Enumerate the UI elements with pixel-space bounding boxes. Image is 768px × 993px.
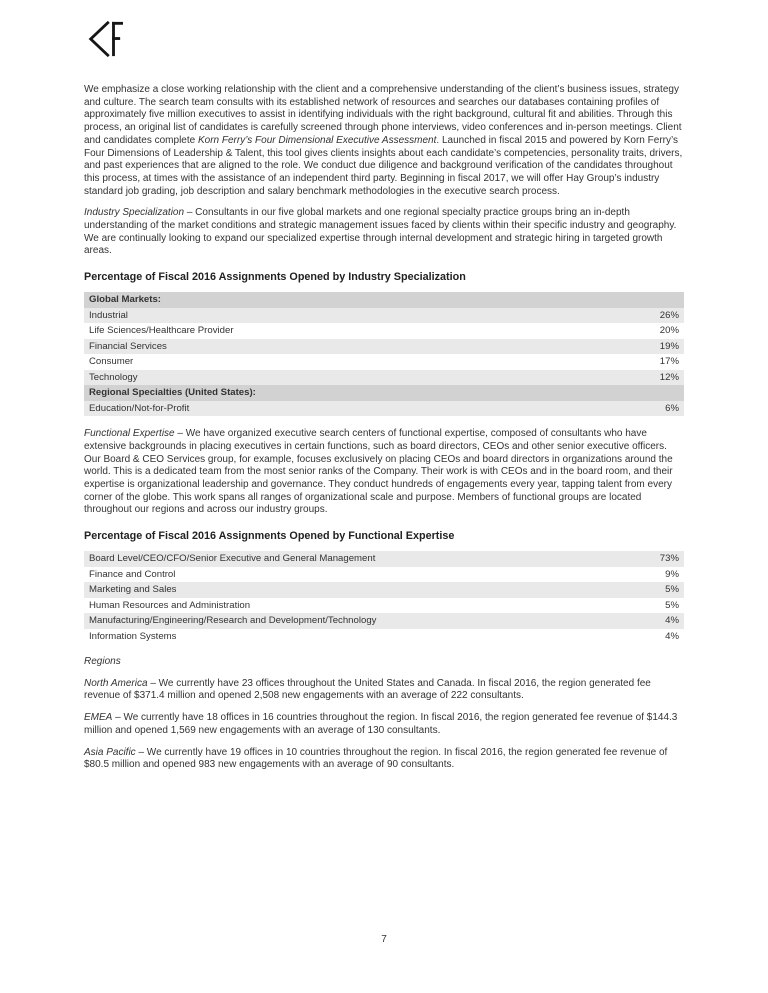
row-value: 4% (665, 630, 679, 642)
row-value: 12% (659, 371, 679, 383)
row-label: Education/Not-for-Profit (89, 402, 190, 414)
industry-specialization-table (84, 292, 684, 416)
functional-expertise-table (84, 551, 684, 644)
korn-ferry-logo-icon (85, 20, 123, 58)
table-section-row (84, 292, 684, 308)
row-label: Global Markets: (89, 294, 161, 306)
row-value: 17% (659, 356, 679, 368)
row-value: 26% (659, 309, 679, 321)
table-section-row (84, 385, 684, 401)
row-value: 5% (665, 599, 679, 611)
paragraph-emea (84, 712, 684, 737)
table-row (84, 308, 684, 324)
table-row (84, 323, 684, 339)
table-row (84, 401, 684, 417)
paragraph-functional-expertise (84, 428, 684, 517)
row-value: 4% (665, 615, 679, 627)
table-row (84, 582, 684, 598)
row-value: 20% (659, 325, 679, 337)
table-row (84, 567, 684, 583)
row-value: 73% (659, 553, 679, 565)
paragraph-text: – We currently have 19 offices in 10 countries throughout the region. In fiscal 2016, the region generated fee revenue of $80.5 million and opened 983 new engagements with an average of 90 consultants. (84, 746, 668, 771)
paragraph-text: – Consultants in our five global markets and one regional specialty practice groups bring an in-depth understanding of the market conditions and strategic management issues faced by clients within their specific industry and geography. We are continually looking to expand our specialized expertise through internal development and strategic hiring in targeted growth areas. (84, 207, 677, 257)
table-row (84, 598, 684, 614)
logo-row (0, 0, 768, 58)
paragraph-north-america (84, 678, 684, 703)
row-label: Information Systems (89, 630, 177, 642)
italic-lead: EMEA (84, 712, 113, 724)
row-label: Manufacturing/Engineering/Research and Development/Technology (89, 615, 377, 627)
italic-lead: Industry Specialization (84, 207, 185, 219)
italic-lead: North America (84, 677, 148, 689)
heading-functional-expertise: Percentage of Fiscal 2016 Assignments Opened by Functional Expertise (84, 530, 455, 543)
row-label: Finance and Control (89, 568, 176, 580)
page-content (84, 84, 684, 772)
paragraph-text: – We currently have 23 offices throughout the United States and Canada. In fiscal 2016, the region generated fee revenue of $371.4 million and opened 2,508 new engagements with an average of 222 consultants. (84, 677, 651, 702)
table-row (84, 613, 684, 629)
paragraph-industry-specialization (84, 207, 684, 258)
row-label: Consumer (89, 356, 134, 368)
row-value: 5% (665, 584, 679, 596)
table-row (84, 354, 684, 370)
row-label: Marketing and Sales (89, 584, 177, 596)
paragraph-text: We emphasize a close working relationship with the client and a comprehensive understanding of the client’s business issues, strategy and culture. The search team consults with its established network of resources and searches our databases containing profiles of approximately five million executives to assist in identifying individuals with the right background, cultural fit and abilities. Through this process, an original list of candidates is carefully screened through phone interviews, video conferences and in-person meetings. Client and candidates complete (84, 84, 682, 146)
table-row (84, 551, 684, 567)
row-label: Technology (89, 371, 138, 383)
paragraph-text: – We have organized executive search centers of functional expertise, composed of consultants who have extensive backgrounds in placing executives in certain functions, such as board directors, CEOs and other senior executive officers. Our Board & CEO Services group, for example, focuses exclusively on placing CEOs and board directors in organizations around the world. This is a dedicated team from the most senior ranks of the Company. Their work is with CEOs and in the board room, and their expertise is organizational leadership and governance. They conduct hundreds of engagements every year, tapping talent from every corner of the globe. This work spans all ranges of organizational scale and purpose. Members of functional groups are located throughout our regions and across our industry groups. (84, 428, 673, 516)
row-value: 9% (665, 568, 679, 580)
paragraph-asia-pacific (84, 747, 684, 772)
table-row (84, 629, 684, 645)
row-label: Financial Services (89, 340, 167, 352)
row-label: Board Level/CEO/CFO/Senior Executive and General Management (89, 553, 376, 565)
page-number: 7 (381, 934, 387, 945)
row-label: Human Resources and Administration (89, 599, 251, 611)
italic-lead: Asia Pacific (84, 746, 136, 758)
row-label: Industrial (89, 309, 128, 321)
regions-subheading: Regions (84, 656, 121, 668)
paragraph-text: . Launched in fiscal 2015 and powered by Korn Ferry’s Four Dimensions of Leadership & Talent, this tool gives clients insights about each candidate’s competencies, personality traits, drivers, and past experiences that are aligned to the role. We conduct due diligence and background verification of the candidates throughout this process, at times with the assistance of an independent third party. Beginning in fiscal 2017, we will offer Hay Group’s industry standard job grading, job description and salary benchmark methodologies in the executive search process. (84, 134, 683, 197)
paragraph-text: – We currently have 18 offices in 16 countries throughout the region. In fiscal 2016, the region generated fee revenue of $144.3 million and opened 1,569 new engagements with an average of 130 consultants. (84, 712, 678, 736)
heading-industry-specialization: Percentage of Fiscal 2016 Assignments Opened by Industry Specialization (84, 271, 466, 284)
table-row (84, 370, 684, 386)
italic-assessment-name: Korn Ferry’s Four Dimensional Executive Assessment (197, 134, 437, 146)
row-label: Regional Specialties (United States): (89, 387, 256, 399)
italic-lead: Functional Expertise (84, 428, 175, 440)
paragraph-search-process (84, 84, 684, 198)
row-value: 6% (665, 402, 679, 414)
row-value: 19% (659, 340, 679, 352)
table-row (84, 339, 684, 355)
row-label: Life Sciences/Healthcare Provider (89, 325, 234, 337)
